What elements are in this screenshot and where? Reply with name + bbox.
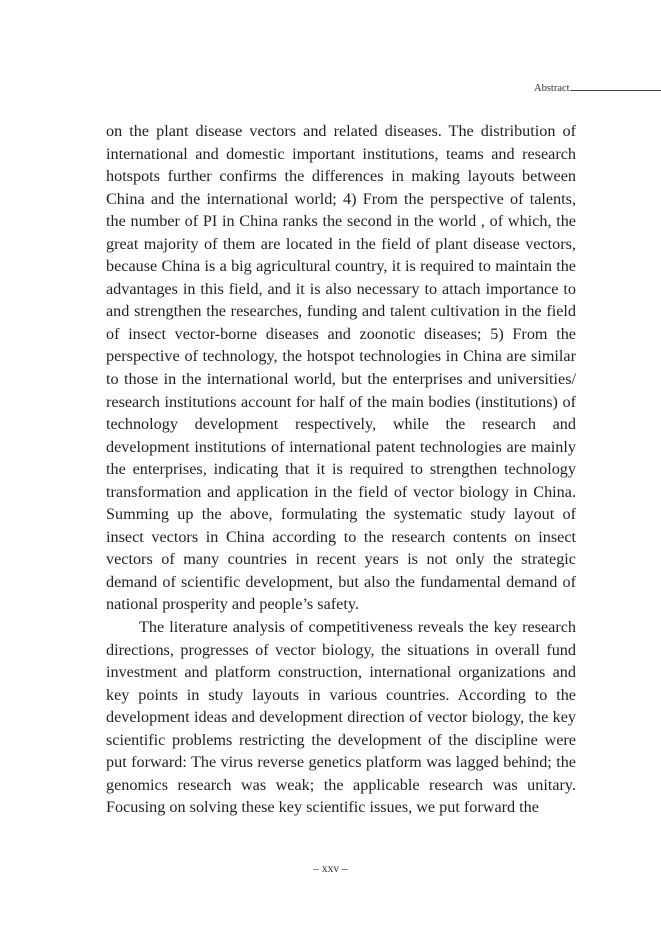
body-paragraph-2: The literature analysis of competitiveness reveals the key research directions, progresses of vector biology, the situations in overall fund investment and platform construction, international organizations and key points in study layouts in various countries. According to the development ideas and development direction of vector biology, the key scientific problems restricting the development of the discipline were put forward: The virus reverse genetics platform was lagged behind; the genomics research was weak; the applicable research was unitary. Focusing on solving these key scientific issues, we put forward the xyxy=(106,618,576,817)
running-header-title: Abstract xyxy=(534,83,570,94)
body-paragraph-1: on the plant disease vectors and related diseases. The distribution of international and domestic important institutions, teams and research hotspots further confirms the differences in making layouts between China and the international world; 4) From the perspective of talents, the number of PI in China ranks the second in the world , of which, the great majority of them are located in the field of plant disease vectors, because China is a big agricultural country, it is required to maintain the advantages in this field, and it is also necessary to attach importance to and strengthen the researches, funding and talent cultivation in the field of insect vector-borne diseases and zoonotic diseases; 5) From the perspective of technology, the hotspot technologies in China are similar to those in the international world, but the enterprises and universities/ research institutions account for half of the main bodies (institutions) of technology development respectively, while the research and development institutions of international patent technologies are mainly the enterprises, indicating that it is required to strengthen technology transformation and application in the field of vector biology in China. Summing up the above, formulating the systematic study layout of insect vectors in China according to the research contents on insect vectors of many countries in recent years is not only the strategic demand of scientific development, but also the fundamental demand of national prosperity and people’s safety. xyxy=(106,122,576,614)
running-header xyxy=(534,82,661,96)
header-rule xyxy=(570,90,661,91)
page-body xyxy=(106,120,576,819)
page-number: – xxv – xyxy=(313,863,348,875)
